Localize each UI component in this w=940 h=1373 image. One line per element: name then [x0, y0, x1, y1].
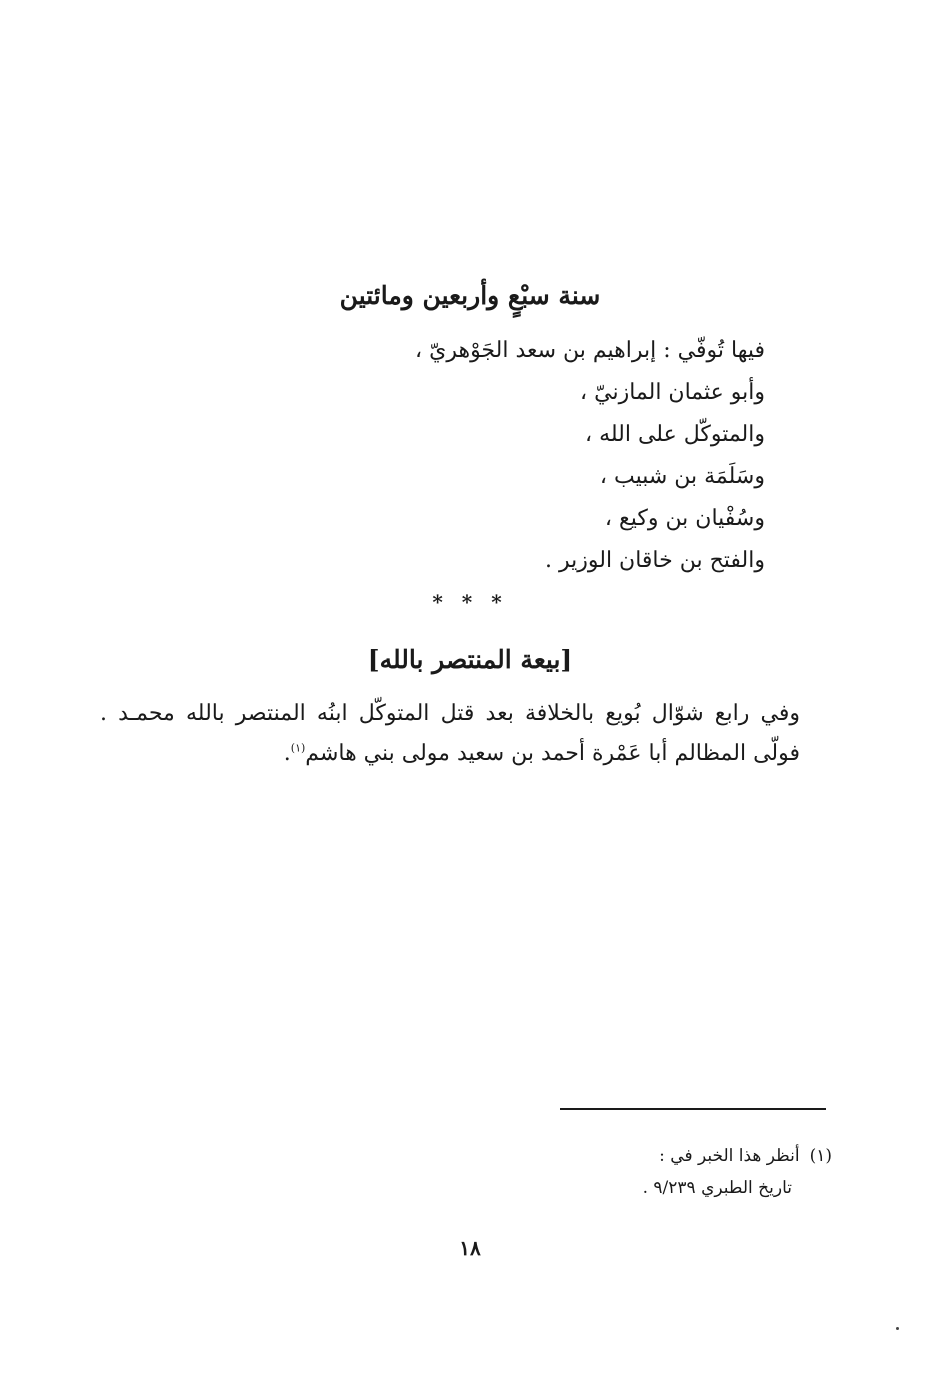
footnote-number: (١) [809, 1146, 832, 1166]
paragraph-line: وفي رابع شوّال بُويع بالخلافة بعد قتل المتوكّل ابنُه المنتصر بالله محمـد . [100, 701, 800, 726]
deaths-line: فيها تُوفّي : إبراهيم بن سعد الجَوْهريّ ، [415, 338, 765, 363]
body-paragraph [100, 694, 800, 774]
section-separator: * * * [432, 590, 508, 614]
footnote-line [472, 1140, 832, 1172]
deaths-list [205, 330, 765, 582]
page-number: ١٨ [459, 1236, 481, 1260]
deaths-line: والمتوكّل على الله ، [584, 422, 765, 447]
deaths-line: وأبو عثمان المازنيّ ، [580, 380, 765, 405]
footnote-text: أنظر هذا الخبر في : [659, 1146, 800, 1166]
footnote-rule [560, 1108, 826, 1110]
paragraph-line [100, 734, 800, 774]
footnote-source: تاريخ الطبري ٩/٢٣٩ . [642, 1178, 792, 1198]
deaths-line: وسُفْيان بن وكيع ، [604, 506, 765, 531]
paragraph-period: . [283, 741, 291, 766]
year-heading: سنة سبْعٍ وأربعين ومائتين [339, 281, 601, 310]
deaths-line: وسَلَمَة بن شبيب ، [599, 464, 765, 489]
paragraph-text: فولّى المظالم أبا عَمْرة أحمد بن سعيد مولى بني هاشم [305, 741, 800, 766]
section-heading: [بيعة المنتصر بالله] [367, 645, 573, 674]
scan-speck [896, 1327, 899, 1330]
footnotes [472, 1140, 832, 1204]
deaths-line: والفتح بن خاقان الوزير . [545, 548, 765, 573]
footnote-reference[interactable]: (١) [290, 741, 306, 755]
